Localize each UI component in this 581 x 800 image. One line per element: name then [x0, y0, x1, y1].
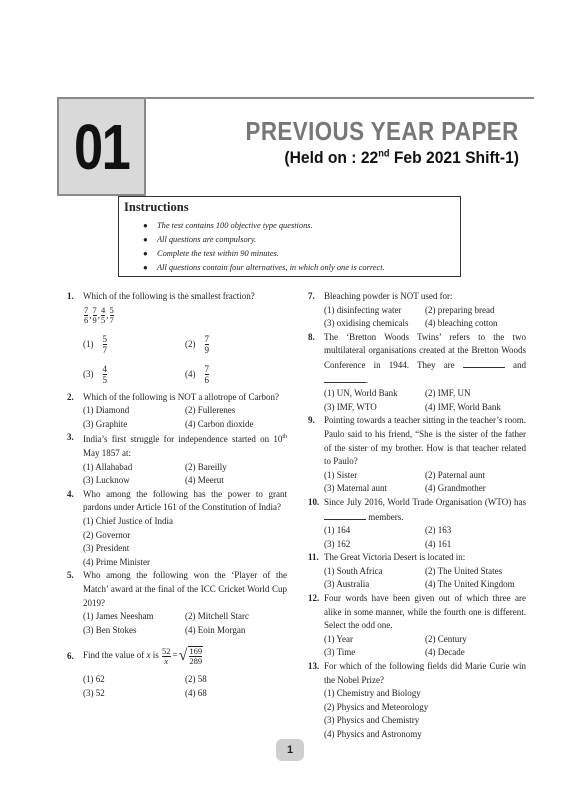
question-3 — [67, 431, 287, 460]
sqrt-icon: √ — [178, 647, 188, 665]
options — [67, 610, 287, 637]
answer-blank — [324, 373, 366, 383]
option[interactable]: (2) Governor — [83, 529, 131, 540]
page-title: PREVIOUS YEAR PAPER — [245, 116, 519, 146]
option[interactable]: (1) Diamond — [83, 405, 130, 416]
variable: x — [146, 650, 151, 661]
denominator: 7 — [102, 345, 107, 356]
option[interactable] — [185, 362, 287, 388]
option[interactable]: (2) Century — [425, 633, 467, 644]
question-11 — [308, 551, 526, 565]
question-text-is: is — [152, 650, 159, 661]
instruction-item — [143, 219, 385, 233]
instruction-text: Complete the test within 90 minutes. — [157, 249, 279, 258]
question-4 — [67, 488, 287, 515]
denominator: 5 — [102, 375, 107, 386]
options — [308, 524, 526, 551]
numerator: 7 — [204, 334, 209, 345]
fraction — [205, 364, 210, 385]
option[interactable]: (2) Mitchell Starc — [185, 611, 249, 622]
option[interactable]: (3) oxidising chemicals — [324, 318, 409, 329]
instruction-text: All questions contain four alternatives, in which only one is correct. — [157, 263, 385, 272]
question-13 — [308, 660, 526, 687]
question-number: 8. — [308, 331, 315, 342]
instructions-box — [118, 196, 461, 277]
options — [308, 687, 526, 741]
left-column — [67, 290, 287, 700]
option[interactable]: (2) The United States — [425, 565, 503, 576]
denominator: 5 — [101, 315, 106, 326]
numerator: 4 — [102, 364, 107, 375]
denominator: 6 — [204, 375, 209, 386]
fraction-list: $\frac{7}{6}$ , $\frac{7}{9}$ , $\frac{4}{5}$ , $\frac{5}{7}$ — [84, 305, 114, 326]
options — [67, 332, 287, 388]
question-text: Find the value of — [83, 650, 145, 661]
instructions-title: Instructions — [124, 200, 189, 214]
denominator: 6 — [84, 315, 89, 326]
question-5 — [67, 569, 287, 610]
question-text-b: May 1857 at: — [83, 447, 131, 458]
option[interactable] — [83, 362, 185, 388]
question-9 — [308, 414, 526, 468]
question-text: Which of the following is the smallest fraction? — [83, 291, 255, 301]
options — [308, 387, 526, 414]
question-text — [324, 496, 526, 524]
header-rule — [146, 97, 534, 99]
option[interactable]: (4) Eoin Morgan — [185, 624, 246, 635]
option[interactable]: (1) disinfecting water — [324, 304, 402, 315]
option[interactable]: (3) Maternal aunt — [324, 483, 387, 494]
answer-blank — [463, 358, 505, 368]
options — [308, 565, 526, 592]
option[interactable]: (4) Prime Minister — [83, 556, 150, 567]
option[interactable]: (1) South Africa — [324, 565, 383, 576]
question-number: 11. — [308, 552, 319, 563]
denominator: 7 — [109, 315, 114, 326]
chapter-number: 01 — [73, 110, 130, 183]
chapter-number-box — [57, 97, 146, 196]
question-12 — [308, 592, 526, 633]
question-text: Which of the following is NOT a allotrope of Carbon? — [83, 391, 280, 402]
option[interactable]: (4) bleaching cotton — [425, 318, 498, 329]
question-text — [83, 431, 287, 460]
denominator: x — [164, 655, 169, 666]
instruction-text: The test contains 100 objective type questions. — [157, 221, 313, 230]
numerator: 169 — [189, 646, 203, 657]
option-label: (4) — [185, 368, 196, 379]
denominator: 9 — [92, 315, 97, 326]
question-number: 3. — [67, 432, 74, 443]
question-text: The ‘Bretton Woods Twins’ refers to the two multilateral organisations created at the Bretton Woods Conference in 1944. They are and . — [324, 331, 527, 385]
lhs-fraction — [162, 647, 171, 666]
question-2 — [67, 391, 287, 405]
fraction — [84, 306, 88, 325]
option[interactable]: (2) 58 — [185, 674, 207, 685]
option[interactable]: (1) Sister — [324, 469, 358, 480]
option[interactable]: (3) President — [83, 543, 130, 554]
option[interactable]: (1) Chemistry and Biology — [324, 688, 421, 699]
instruction-text: All questions are compulsory. — [157, 235, 257, 244]
option[interactable]: (3) Lucknow — [83, 475, 130, 486]
option[interactable]: (3) Time — [324, 647, 356, 658]
question-number: 6. — [67, 651, 74, 662]
option[interactable]: (3) Australia — [324, 579, 370, 590]
question-text: Who among the following won the ‘Player of the Match’ award at the final of the ICC Cricket World Cup 2019? — [83, 570, 287, 608]
question-text: For which of the following fields did Marie Curie win the Nobel Prize? — [324, 661, 526, 685]
options — [308, 469, 526, 496]
numerator: 7 — [204, 364, 209, 375]
option[interactable]: (4) Decade — [425, 647, 465, 658]
fraction — [101, 306, 105, 325]
question-number: 5. — [67, 570, 74, 581]
question-text-main: The ‘Bretton Woods Twins’ refers to the two multilateral organisations created at the Bretton Woods Conference in 1944. They are — [324, 331, 526, 370]
numerator: 5 — [102, 334, 107, 345]
options — [67, 673, 287, 700]
fraction — [110, 306, 114, 325]
option[interactable]: (2) IMF, UN — [425, 388, 471, 399]
bullet-icon: ● — [143, 263, 148, 272]
question-text: Who among the following has the power to grant pardons under Article 161 of the Constitution of India? — [83, 488, 287, 513]
bullet-icon: ● — [143, 235, 148, 244]
question-8 — [308, 331, 526, 387]
question-number: 13. — [308, 661, 320, 672]
question-number: 4. — [67, 488, 74, 499]
option[interactable]: (3) IMF, WTO — [324, 401, 377, 412]
instruction-item — [143, 247, 385, 261]
numerator: 7 — [92, 305, 97, 316]
option[interactable]: (3) 162 — [324, 538, 351, 549]
question-text: Bleaching powder is NOT used for: — [324, 291, 453, 301]
numerator: 5 — [109, 305, 114, 316]
bullet-icon: ● — [143, 249, 148, 258]
instruction-item — [143, 233, 385, 247]
fraction — [103, 334, 108, 355]
question-number: 12. — [308, 593, 320, 604]
option[interactable]: (1) James Neesham — [83, 611, 154, 622]
option[interactable] — [185, 332, 287, 358]
page-number: 1 — [276, 739, 304, 761]
question-text-and: and — [513, 359, 527, 370]
option-label: (3) — [83, 368, 94, 379]
numerator: 7 — [84, 305, 89, 316]
right-column — [308, 290, 526, 742]
option[interactable]: (2) Paternal aunt — [425, 469, 485, 480]
options — [308, 304, 526, 331]
option[interactable]: (4) The United Kingdom — [425, 579, 515, 590]
option[interactable]: (3) Graphite — [83, 418, 128, 429]
option[interactable]: (2) Bareilly — [185, 461, 227, 472]
option[interactable] — [83, 332, 185, 358]
question-text: The Great Victoria Desert is located in: — [324, 552, 466, 563]
option[interactable]: (2) Fullerenes — [185, 405, 236, 416]
options — [67, 515, 287, 569]
options — [67, 404, 287, 431]
question-10 — [308, 496, 526, 524]
option[interactable]: (3) Physics and Chemistry — [324, 715, 420, 726]
question-1 — [67, 290, 287, 304]
option[interactable]: (2) Physics and Meteorology — [324, 701, 429, 712]
equals-sign: = — [172, 650, 178, 661]
option[interactable]: (1) Year — [324, 633, 353, 644]
question-number: 9. — [308, 415, 315, 426]
subtitle-suffix: Feb 2021 Shift-1) — [389, 148, 519, 167]
option[interactable]: (3) Ben Stokes — [83, 624, 137, 635]
question-number: 2. — [67, 391, 74, 402]
fraction — [103, 364, 108, 385]
question-number: 1. — [67, 291, 74, 301]
option[interactable]: (1) 62 — [83, 674, 105, 685]
option[interactable]: (1) UN, World Bank — [324, 388, 398, 399]
option[interactable]: (2) 163 — [425, 525, 452, 536]
subtitle-sup: nd — [378, 148, 390, 160]
question-text-members: members. — [368, 511, 404, 522]
page-subtitle — [284, 148, 519, 168]
denominator: 289 — [189, 656, 203, 667]
option[interactable]: (4) Meerut — [185, 475, 224, 486]
instruction-item — [143, 261, 385, 275]
question-sup: th — [282, 434, 287, 441]
answer-blank — [324, 510, 366, 520]
instructions-list — [119, 219, 385, 275]
option[interactable]: (3) 52 — [83, 687, 105, 698]
question-6 — [67, 641, 287, 671]
question-text-a: India’s first struggle for independence started on 10 — [83, 434, 283, 445]
fraction — [205, 334, 210, 355]
option[interactable]: (2) preparing bread — [425, 304, 495, 315]
bullet-icon: ● — [143, 221, 148, 230]
option[interactable]: (4) 161 — [425, 538, 452, 549]
question-7 — [308, 290, 526, 304]
option[interactable]: (4) Carbon dioxide — [185, 418, 254, 429]
option[interactable]: (4) Grandmother — [425, 483, 486, 494]
option[interactable]: (1) 164 — [324, 525, 351, 536]
question-text: Four words have been given out of which three are alike in some manner, while the fourth one is different. Select the odd one. — [324, 593, 526, 631]
fraction — [93, 306, 97, 325]
question-text: Pointing towards a teacher sitting in the teacher’s room. Paulo said to his friend, “She is the sister of the father of the sister of my brother. How is that teacher related to Paulo? — [324, 415, 526, 467]
question-number: 10. — [308, 496, 320, 507]
option[interactable]: (1) Allahabad — [83, 461, 133, 472]
subtitle-prefix: (Held on : 22 — [284, 148, 379, 167]
options — [308, 633, 526, 660]
numerator: 52 — [162, 645, 171, 656]
option[interactable]: (1) Chief Justice of India — [83, 515, 173, 526]
question-number: 7. — [308, 291, 315, 301]
numerator: 4 — [101, 305, 106, 316]
option[interactable]: (4) Physics and Astronomy — [324, 729, 422, 739]
denominator: 9 — [204, 345, 209, 356]
question-text-main: Since July 2016, World Trade Organisation (WTO) has — [324, 496, 526, 507]
option[interactable]: (4) 68 — [185, 687, 207, 698]
option-label: (1) — [83, 338, 94, 349]
rhs-fraction — [188, 646, 203, 666]
option-label: (2) — [185, 338, 196, 349]
option[interactable]: (4) IMF, World Bank — [425, 401, 501, 412]
options — [67, 461, 287, 488]
